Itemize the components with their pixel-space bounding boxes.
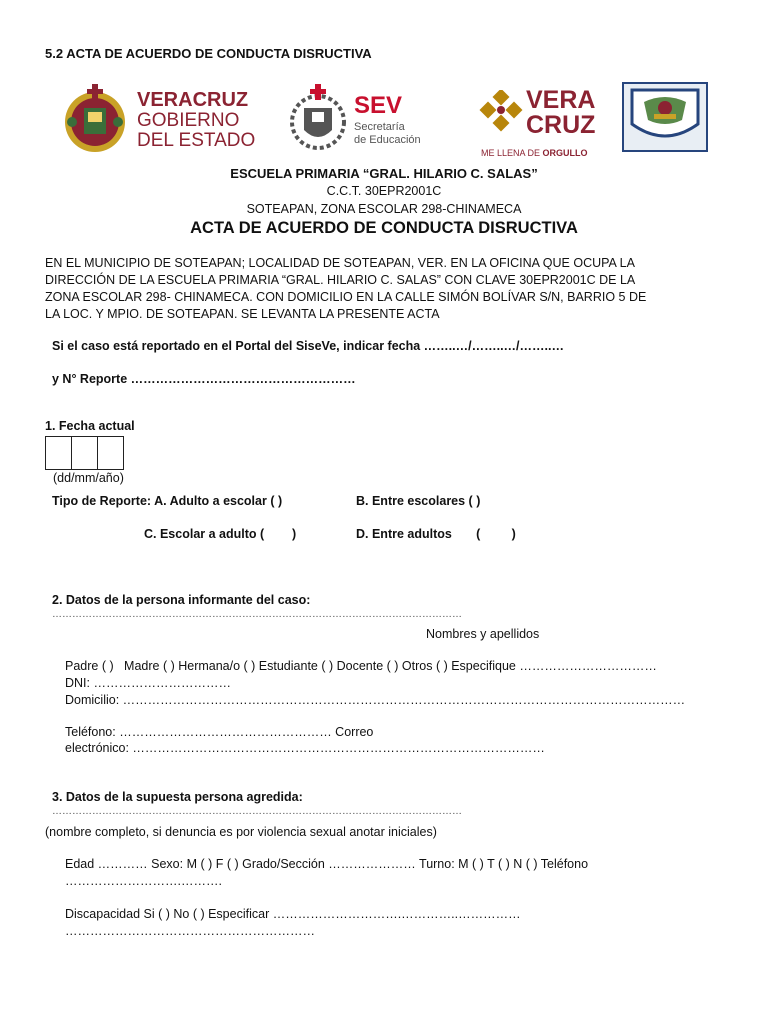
veracruz-logo-line1: VERACRUZ [137, 89, 249, 111]
victim-phone-dots[interactable]: ……………………….………. [65, 874, 222, 888]
logo-sev [290, 82, 440, 156]
school-name: ESCUELA PRIMARIA “GRAL. HILARIO C. SALAS” [230, 166, 538, 181]
dni-field[interactable]: DNI: …………………………… [65, 676, 231, 690]
school-crest-icon [622, 82, 708, 152]
siseve-date-field[interactable]: Si el caso está reportado en el Portal del SiseVe, indicar fecha ……..…/……..…/……..… [52, 339, 564, 353]
section-title: 5.2 ACTA DE ACUERDO DE CONDUCTA DISRUCTIVA [45, 46, 372, 61]
veracruz-logo-line2: GOBIERNO [137, 110, 240, 131]
logo-veracruz-gobierno [62, 82, 256, 160]
current-date-boxes [45, 436, 123, 470]
date-format-hint: (dd/mm/año) [53, 471, 124, 485]
telefono-field[interactable]: Teléfono: …………………………………………… Correo [65, 725, 374, 739]
cct-code: C.C.T. 30EPR2001C [326, 184, 442, 198]
intro-line-2: DIRECCIÓN DE LA ESCUELA PRIMARIA “GRAL. HILARIO C. SALAS” CON CLAVE 30EPR2001C DE LA [45, 273, 636, 287]
veracruz-logo-line3: DEL ESTADO [137, 130, 256, 151]
victim-name-note: (nombre completo, si denuncia es por violencia sexual anotar iniciales) [45, 825, 437, 839]
section-3-title: 3. Datos de la supuesta persona agredida: [52, 790, 303, 804]
veracruz-brand-line2: CRUZ [526, 111, 596, 139]
intro-line-3: ZONA ESCOLAR 298- CHINAMECA. CON DOMICILIO EN LA CALLE SIMÓN BOLÍVAR S/N, BARRIO 5 DE [45, 290, 647, 304]
veracruz-pattern-icon [478, 90, 524, 136]
relation-options[interactable]: Padre ( ) Madre ( ) Hermana/o ( ) Estudiante ( ) Docente ( ) Otros ( ) Especifique …………………………… [65, 659, 657, 673]
names-label: Nombres y apellidos [426, 627, 540, 641]
veracruz-brand-tagline [481, 149, 588, 158]
date-day-box[interactable] [45, 436, 72, 470]
disability-line[interactable]: Discapacidad Si ( ) No ( ) Especificar ………………………….…………..…………… [65, 907, 521, 921]
victim-details-line[interactable]: Edad ………… Sexo: M ( ) F ( ) Grado/Sección ………………… Turno: M ( ) T ( ) N ( ) Teléfono [65, 857, 589, 871]
report-type-a[interactable]: Tipo de Reporte: A. Adulto a escolar ( ) [52, 494, 283, 508]
school-location: SOTEAPAN, ZONA ESCOLAR 298-CHINAMECA [246, 202, 522, 216]
section-1-title: 1. Fecha actual [45, 419, 135, 433]
tagline-part-b: ORGULLO [542, 148, 588, 158]
intro-line-4: LA LOC. Y MPIO. DE SOTEAPAN. SE LEVANTA LA PRESENTE ACTA [45, 307, 440, 321]
correo-field[interactable]: electrónico: ……………………………………………………………………………………… [65, 741, 545, 755]
tagline-part-a: ME LLENA DE [481, 148, 541, 158]
disability-dots[interactable]: …………………………………………………… [65, 924, 315, 938]
intro-paragraph [45, 255, 646, 323]
logo-veracruz-brand [478, 86, 596, 160]
date-year-box[interactable] [97, 436, 124, 470]
report-type-b[interactable]: B. Entre escolares ( ) [356, 494, 481, 508]
intro-line-1: EN EL MUNICIPIO DE SOTEAPAN; LOCALIDAD DE SOTEAPAN, VER. EN LA OFICINA QUE OCUPA LA [45, 256, 635, 270]
document-title: ACTA DE ACUERDO DE CONDUCTA DISRUCTIVA [190, 219, 578, 237]
report-type-c[interactable]: C. Escolar a adulto ( ) [144, 527, 297, 541]
sev-logo-name: SEV [354, 92, 403, 119]
sev-logo-line1: Secretaría [354, 121, 405, 133]
date-month-box[interactable] [71, 436, 98, 470]
domicilio-field[interactable]: Domicilio: ……………………………………………………………………………………………………………………… [65, 693, 686, 707]
veracruz-coat-of-arms-icon [62, 82, 128, 160]
section-2-title: 2. Datos de la persona informante del caso: [52, 593, 311, 607]
informant-name-field[interactable]: …………………………………………………………………………………………………………… [52, 609, 462, 620]
sev-shield-icon [290, 82, 346, 154]
report-number-field[interactable]: y N° Reporte ……………………………………………… [52, 372, 356, 386]
victim-name-field[interactable]: …………………………………………………………………………………………………………… [52, 806, 462, 817]
report-type-d[interactable]: D. Entre adultos ( ) [356, 527, 516, 541]
sev-logo-line2: de Educación [354, 134, 421, 146]
veracruz-brand-line1: VERA [526, 86, 596, 114]
school-crest-logo [622, 82, 708, 152]
